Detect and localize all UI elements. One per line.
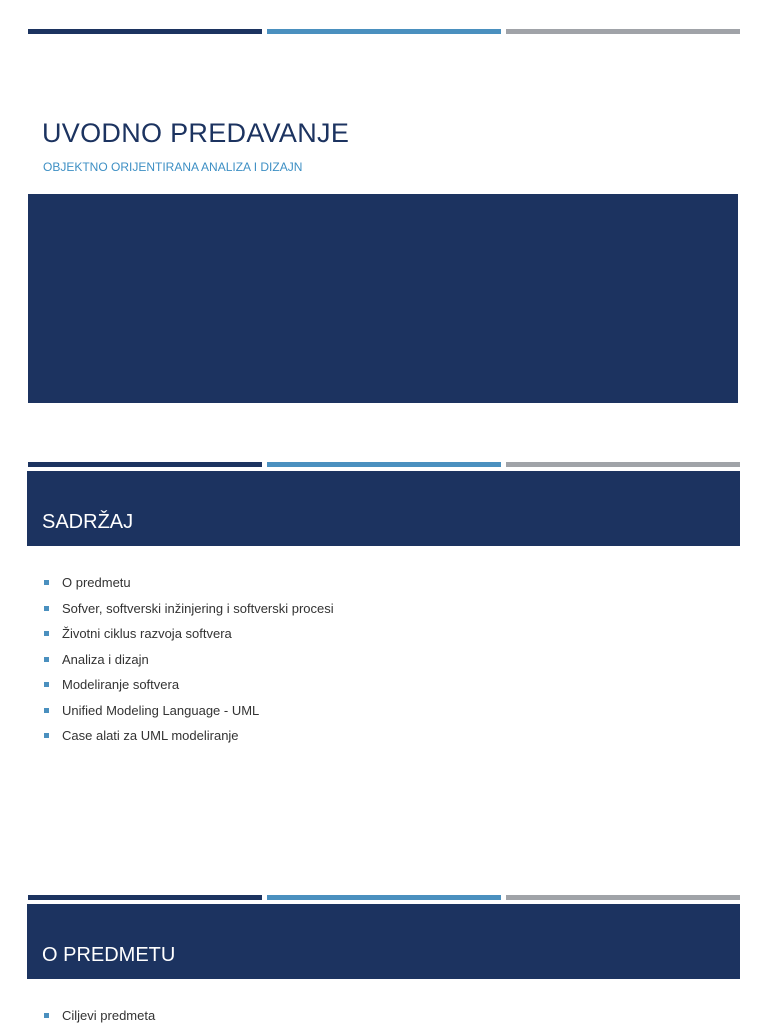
about-header-band <box>27 904 740 979</box>
bullet-square-icon <box>44 708 49 713</box>
list-item: O predmetu <box>44 574 334 600</box>
bullet-square-icon <box>44 733 49 738</box>
contents-header-band <box>27 471 740 546</box>
slide-subtitle: OBJEKTNO ORIJENTIRANA ANALIZA I DIZAJN <box>43 160 303 174</box>
bullet-square-icon <box>44 631 49 636</box>
list-item: Ciljevi predmeta <box>44 1007 155 1033</box>
accent-bar-blue <box>267 29 501 34</box>
slide-title: UVODNO PREDAVANJE <box>42 118 350 148</box>
accent-bar-blue <box>267 895 501 900</box>
contents-list <box>44 574 334 753</box>
about-list <box>44 1007 155 1033</box>
bullet-square-icon <box>44 682 49 687</box>
accent-bar-navy <box>28 895 262 900</box>
bullet-square-icon <box>44 1013 49 1018</box>
accent-bar-slide-3 <box>28 895 740 900</box>
list-item: Životni ciklus razvoja softvera <box>44 625 334 651</box>
list-item: Sofver, softverski inžinjering i softverski procesi <box>44 600 334 626</box>
list-item: Unified Modeling Language - UML <box>44 702 334 728</box>
accent-bar-navy <box>28 29 262 34</box>
list-item: Modeliranje softvera <box>44 676 334 702</box>
title-slide-block <box>28 194 738 403</box>
accent-bar-blue <box>267 462 501 467</box>
bullet-square-icon <box>44 580 49 585</box>
accent-bar-gray <box>506 462 740 467</box>
bullet-square-icon <box>44 657 49 662</box>
contents-heading: SADRŽAJ <box>42 511 134 533</box>
list-item: Analiza i dizajn <box>44 651 334 677</box>
accent-bar-gray <box>506 29 740 34</box>
bullet-square-icon <box>44 606 49 611</box>
accent-bar-gray <box>506 895 740 900</box>
about-heading: O PREDMETU <box>42 944 176 966</box>
accent-bar-slide-2 <box>28 462 740 467</box>
accent-bar-slide-1 <box>28 29 740 34</box>
accent-bar-navy <box>28 462 262 467</box>
list-item: Case alati za UML modeliranje <box>44 727 334 753</box>
